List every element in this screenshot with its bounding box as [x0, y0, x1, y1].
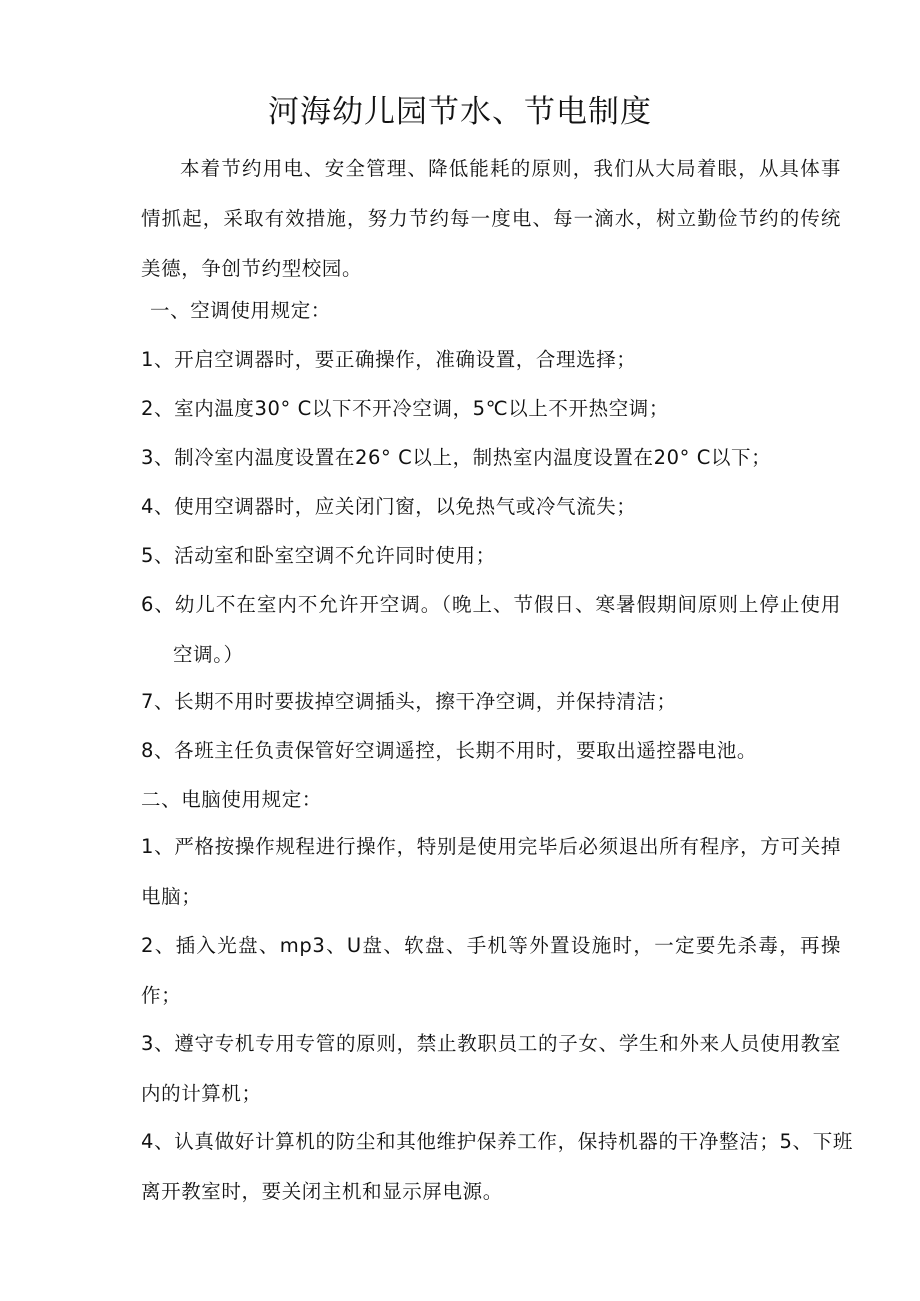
pc-rule-3: 3、遵守专机专用专管的原则，禁止教职员工的子女、学生和外来人员使用教室内的计算机；	[141, 1032, 841, 1105]
ac-rule-5: 5、活动室和卧室空调不允许同时使用；	[141, 544, 496, 567]
ac-rule-2: 2、室内温度30° C以下不开冷空调，5℃以上不开热空调；	[141, 397, 669, 420]
pc-rule-2: 2、插入光盘、mp3、U盘、软盘、手机等外置设施时，一定要先杀毒，再操作；	[141, 934, 841, 1007]
ac-rule-6: 6、幼儿不在室内不允许开空调。（晚上、节假日、寒暑假期间原则上停止使用空调。）	[141, 593, 841, 666]
ac-rule-3: 3、制冷室内温度设置在26° C以上，制热室内温度设置在20° C以下；	[141, 446, 772, 469]
pc-rule-1: 1、严格按操作规程进行操作，特别是使用完毕后必须退出所有程序，方可关掉电脑；	[141, 835, 841, 908]
section-heading-computer: 二、电脑使用规定：	[141, 788, 322, 811]
intro-paragraph: 本着节约用电、安全管理、降低能耗的原则，我们从大局着眼，从具体事情抓起，采取有效措施，努力节约每一度电、每一滴水，树立勤俭节约的传统美德，争创节约型校园。	[141, 157, 841, 280]
page-title: 河海幼儿园节水、节电制度	[268, 94, 652, 130]
ac-rule-1: 1、开启空调器时，要正确操作，准确设置，合理选择；	[141, 348, 637, 371]
ac-rule-4: 4、使用空调器时，应关闭门窗，以免热气或冷气流失；	[141, 495, 637, 518]
section-heading-air-conditioner: 一、空调使用规定：	[150, 299, 331, 322]
ac-rule-8: 8、各班主任负责保管好空调遥控，长期不用时，要取出遥控器电池。	[141, 739, 758, 762]
pc-rule-4-5: 4、认真做好计算机的防尘和其他维护保养工作，保持机器的干净整洁；5、下班离开教室时，要关闭主机和显示屏电源。	[141, 1130, 853, 1203]
ac-rule-7: 7、长期不用时要拔掉空调插头，擦干净空调，并保持清洁；	[141, 690, 677, 713]
